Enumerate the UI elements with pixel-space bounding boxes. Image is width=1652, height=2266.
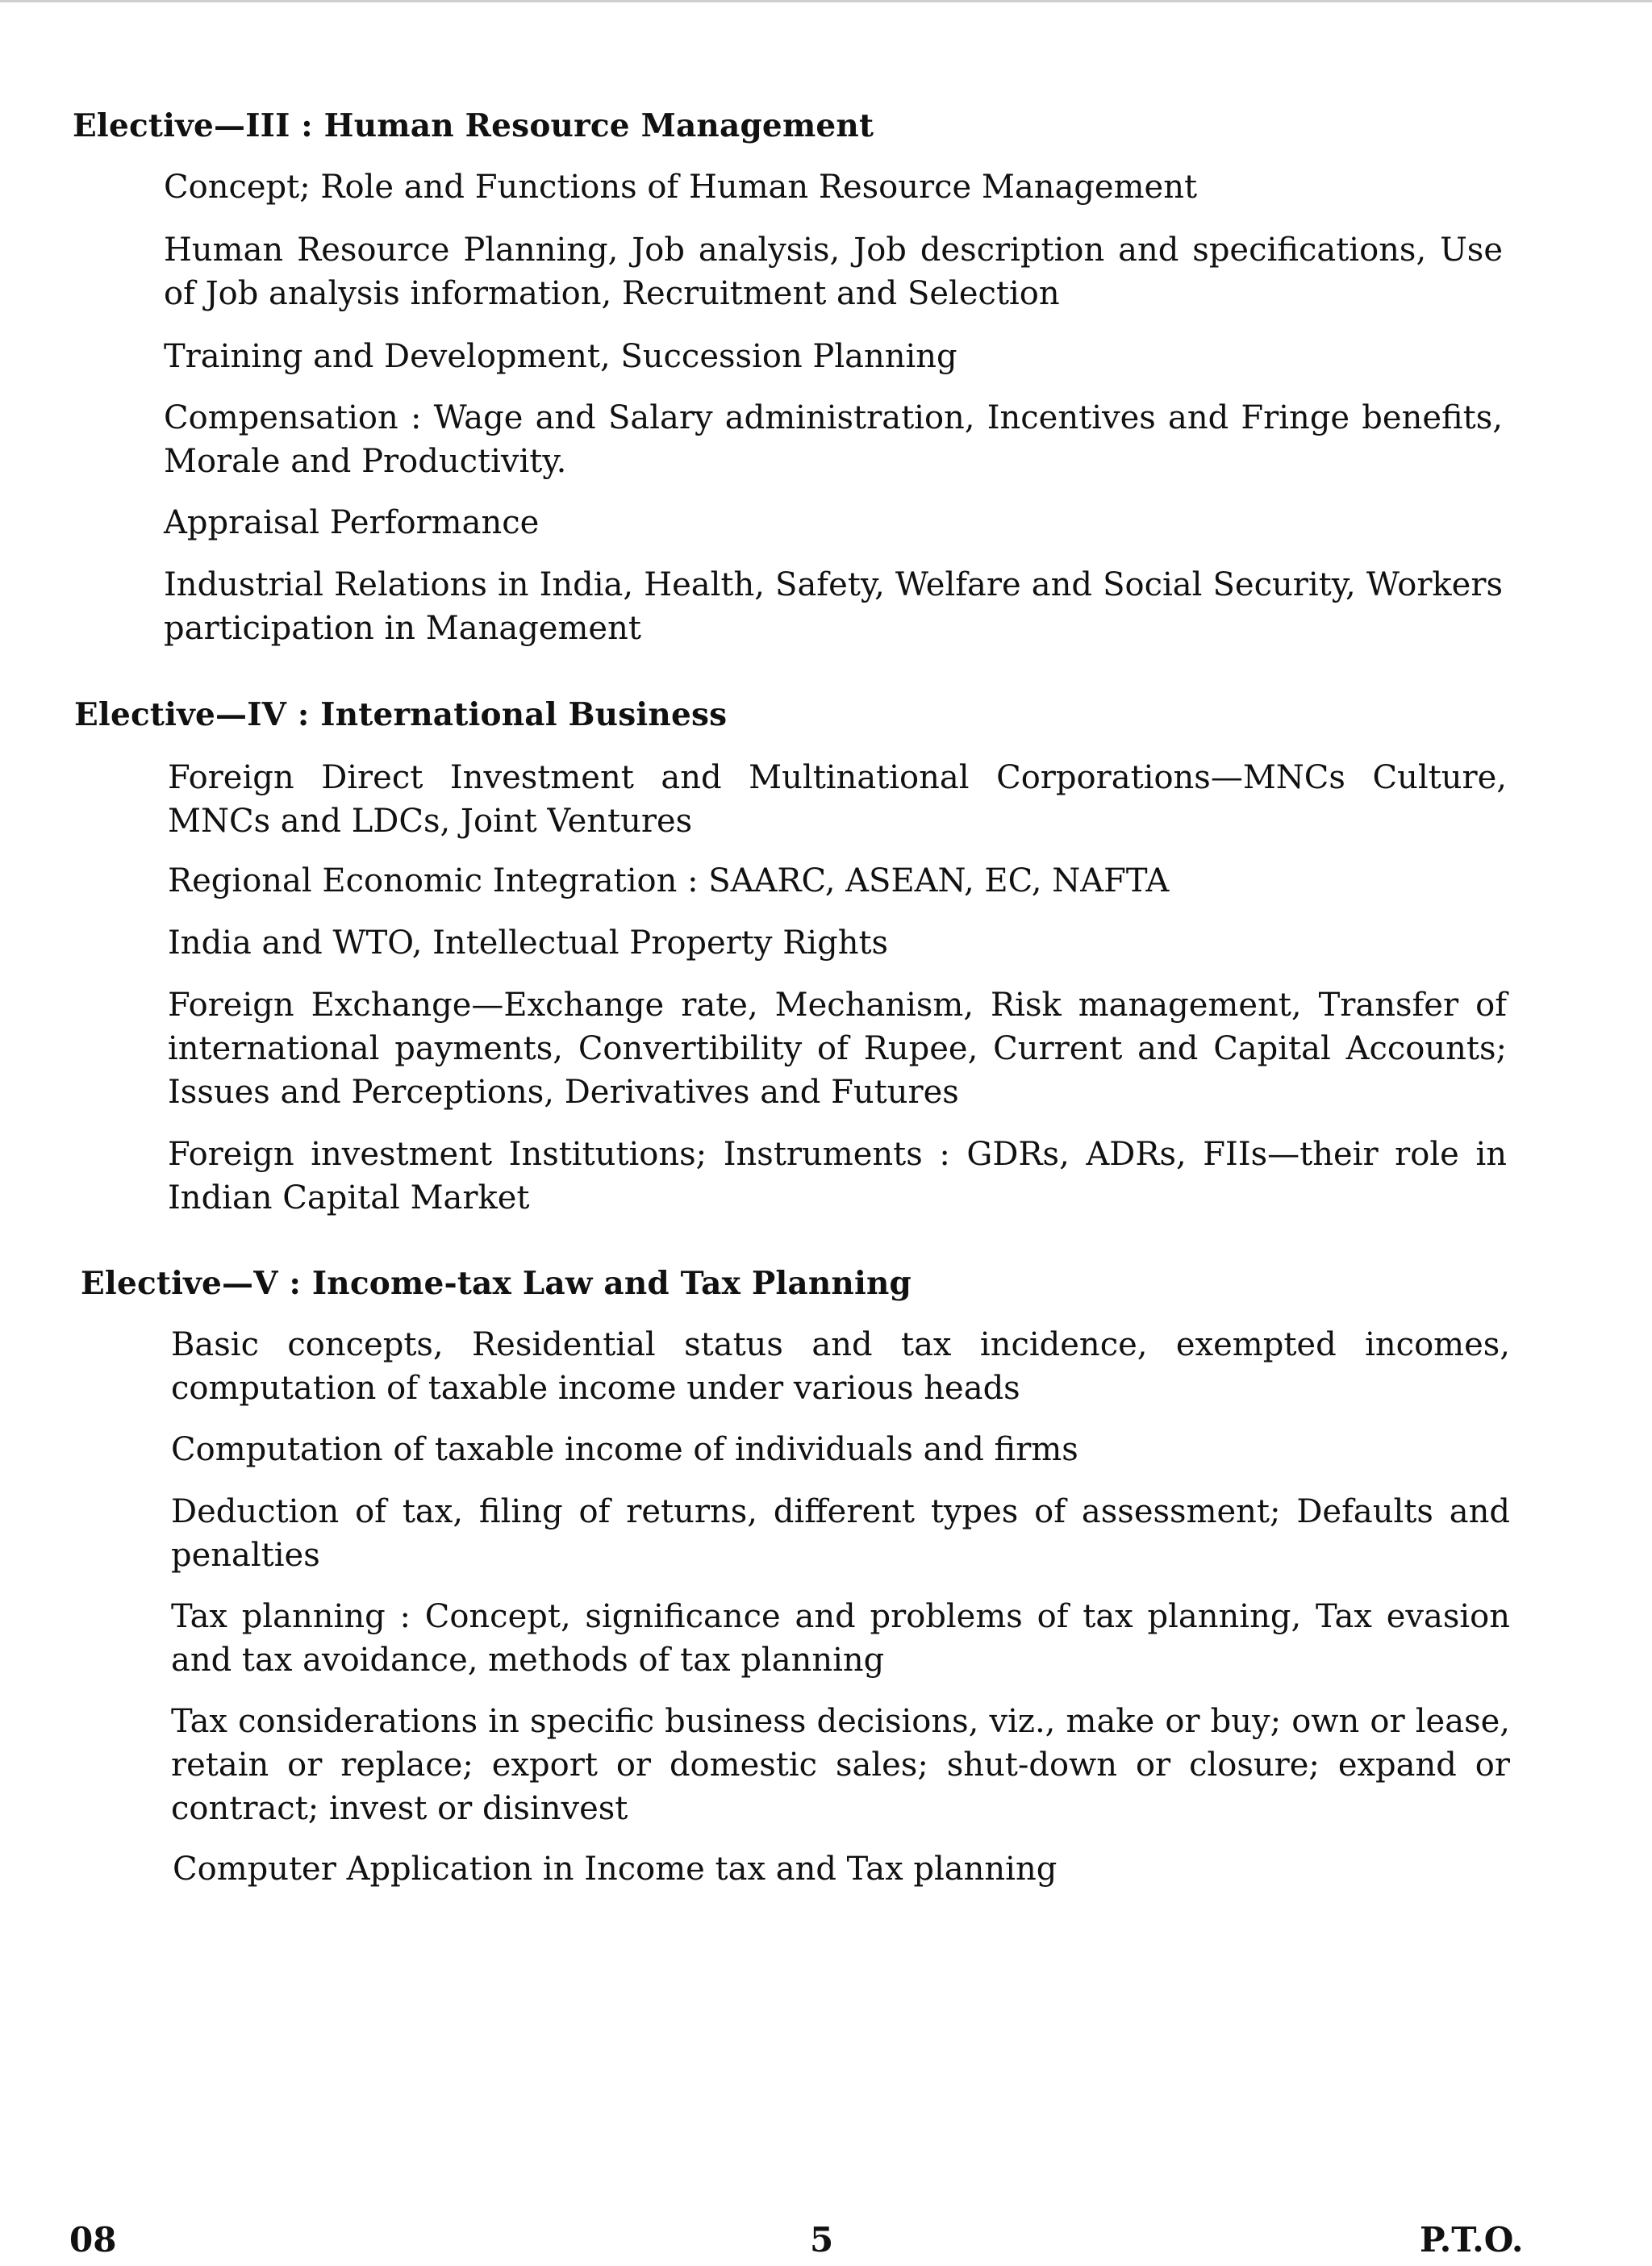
topic-item: Basic concepts, Residential status and tax incidence, exempted incomes, computation of taxable income under various heads <box>171 1326 1510 1407</box>
page-number: 5 <box>810 2220 834 2260</box>
topic-item: Concept; Role and Functions of Human Resource Management <box>164 169 1198 206</box>
topic-item: Foreign investment Institutions; Instruments : GDRs, ADRs, FIIs—their role in Indian Capital Market <box>168 1136 1507 1216</box>
topic-item: Training and Development, Succession Planning <box>164 338 957 375</box>
topic-item: Human Resource Planning, Job analysis, Job description and specifications, Use of Job analysis information, Recruitment and Selection <box>164 232 1503 312</box>
topic-item: Compensation : Wage and Salary administration, Incentives and Fringe benefits, Morale and Productivity. <box>164 399 1503 480</box>
topic-item: Computation of taxable income of individuals and firms <box>171 1431 1078 1468</box>
topic-item: Foreign Exchange—Exchange rate, Mechanism, Risk management, Transfer of international payments, Convertibility of Rupee, Current and Capital Accounts; Issues and Perceptions, Derivatives and Futures <box>168 987 1507 1111</box>
topic-item: India and WTO, Intellectual Property Rights <box>168 924 889 962</box>
topic-item: Industrial Relations in India, Health, Safety, Welfare and Social Security, Workers participation in Management <box>164 566 1503 647</box>
topic-item: Deduction of tax, filing of returns, different types of assessment; Defaults and penalties <box>171 1493 1510 1574</box>
section-heading: Elective—V : Income-tax Law and Tax Planning <box>81 1265 912 1302</box>
section-heading: Elective—IV : International Business <box>74 696 728 733</box>
topic-item: Computer Application in Income tax and Tax planning <box>173 1851 1058 1888</box>
paper-code: 08 <box>69 2220 117 2260</box>
topic-item: Foreign Direct Investment and Multinational Corporations—MNCs Culture, MNCs and LDCs, Joint Ventures <box>168 759 1507 840</box>
topic-item: Tax considerations in specific business decisions, viz., make or buy; own or lease, retain or replace; export or domestic sales; shut-down or closure; expand or contract; invest or disinvest <box>171 1703 1510 1827</box>
topic-item: Regional Economic Integration : SAARC, ASEAN, EC, NAFTA <box>168 862 1170 899</box>
topic-item: Tax planning : Concept, significance and problems of tax planning, Tax evasion and tax avoidance, methods of tax planning <box>171 1598 1510 1679</box>
section-heading: Elective—III : Human Resource Management <box>73 107 874 144</box>
pto-note: P.T.O. <box>1420 2220 1524 2260</box>
topic-item: Appraisal Performance <box>164 504 540 541</box>
